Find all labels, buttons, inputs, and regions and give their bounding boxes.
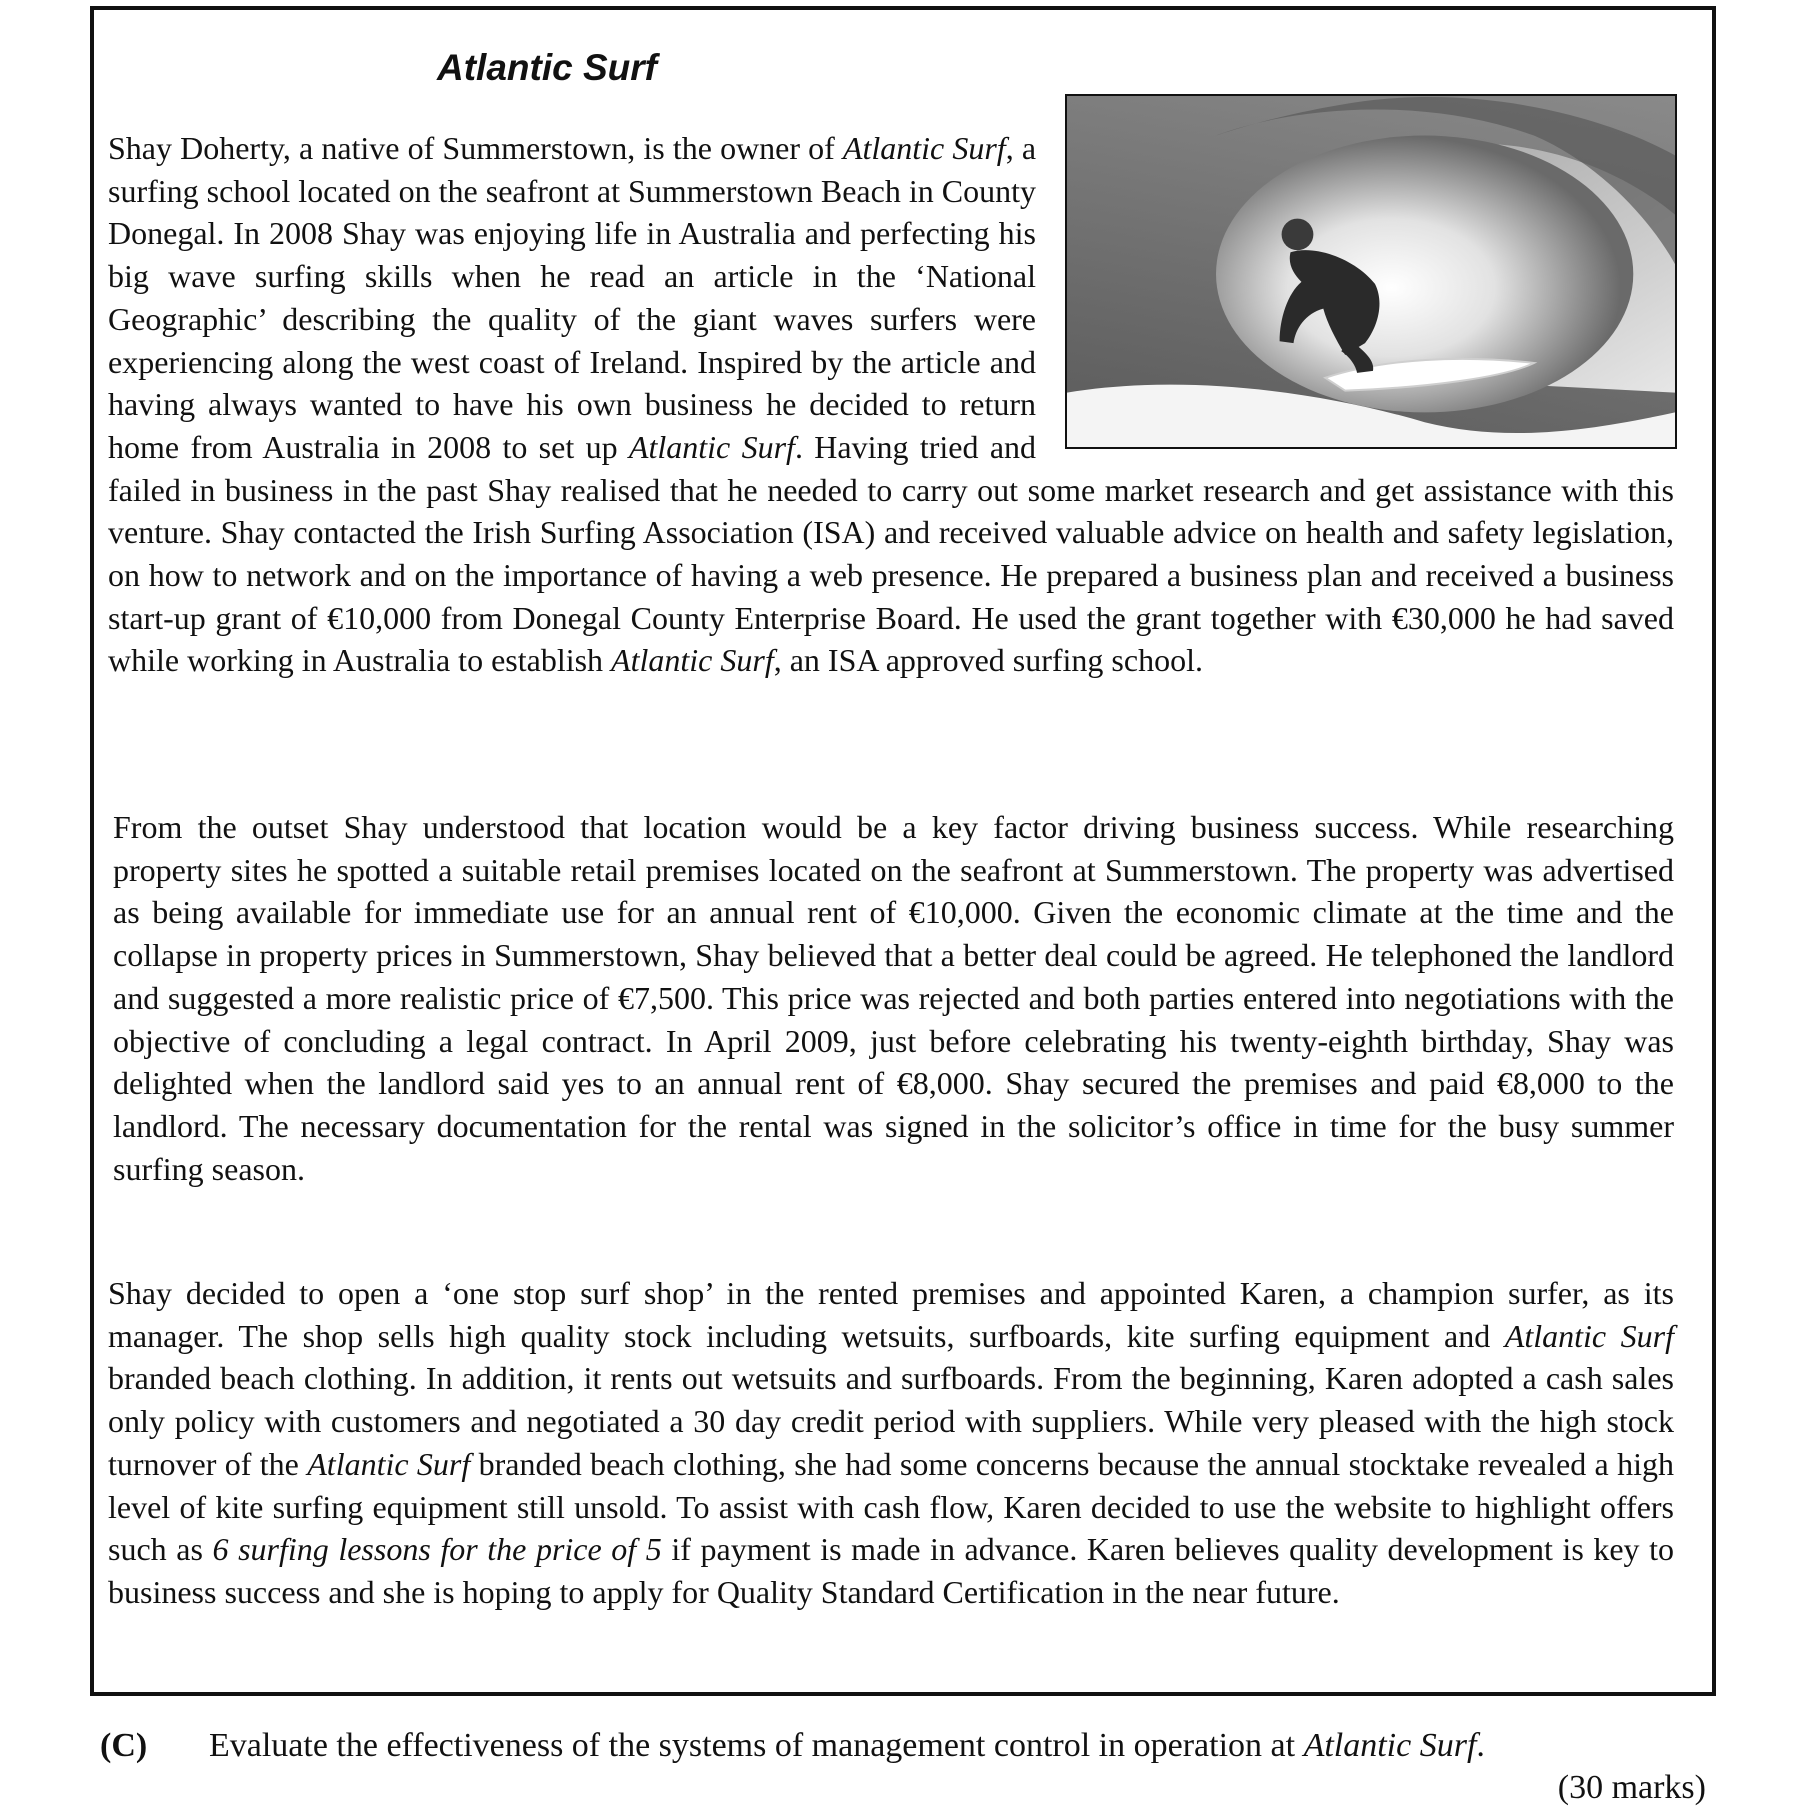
text-run: Shay Doherty, a native of Summerstown, is the owner of — [108, 130, 843, 166]
case-study-title: Atlantic Surf — [437, 47, 657, 88]
question-label: (C) — [100, 1727, 148, 1764]
question-c — [100, 1726, 1720, 1766]
case-paragraph-1 — [108, 127, 1674, 682]
italic-text-run: Atlantic Surf — [1504, 1317, 1675, 1354]
italic-text-run: Atlantic Surf — [842, 130, 1006, 166]
text-run: From the outset Shay understood that location would be a key factor driving business success. While researching property sites he spotted a suitable retail premises located on the seafront at Summerstown. The property was advertised as being available for immediate use for an annual rent of €10,000. Given the economic climate at the time and the collapse in property prices in Summerstown, Shay believed that a better deal could be agreed. He telephoned the landlord and suggested a more realistic price of €7,500. This price was rejected and both parties entered into negotiations with the objective of concluding a legal contract. In April 2009, just before celebrating his twenty-eighth birthday, Shay was delighted when the landlord said yes to an annual rent of €8,000. Shay secured the premises and paid €8,000 to the landlord. The necessary documentation for the rental was signed in the solicitor’s office in time for the busy summer surfing season. — [113, 809, 1674, 1187]
italic-text-run: Atlantic Surf — [611, 642, 774, 679]
italic-text-run: 6 surfing lessons for the price of 5 — [212, 1531, 662, 1568]
question-marks: (30 marks) — [1557, 1769, 1706, 1806]
italic-text-run: Atlantic Surf — [1303, 1727, 1477, 1764]
text-run: . — [1476, 1727, 1485, 1764]
case-paragraph-3 — [108, 1272, 1674, 1614]
text-run: branded beach clothing. In addition, it rents out wetsuits and surfboards. From the beginning, Karen adopted a cash sales only policy with customers and negotiated a 30 day credit period with suppliers. While very pleased with the high stock turnover of the — [108, 1360, 1674, 1482]
italic-text-run: Atlantic Surf — [628, 428, 795, 465]
text-run: branded beach clothing, she had some concerns because the annual stocktake revealed a high level of kite surfing equipment still unsold. To assist with cash flow, Karen decided to use the website to highlight offers such as — [108, 1445, 1675, 1568]
photo-text-wrap-space — [1036, 127, 1674, 460]
case-paragraph-2 — [113, 806, 1674, 1190]
italic-text-run: Atlantic Surf — [307, 1445, 471, 1482]
question-text — [209, 1727, 1485, 1764]
text-run: Evaluate the effectiveness of the systems of management control in operation at — [209, 1727, 1304, 1764]
text-run: , a surfing school located on the seafront at Summerstown Beach in County Donegal. In 2008 Shay was enjoying life in Australia and perfecting his big wave surfing skills when he read an article in the ‘National Geographic’ describing the quality of the giant waves surfers were experiencing along the west coast of Ireland. Inspired by the article and having always wanted to have his own business he decided to return home from Australia in 2008 to set up — [108, 130, 1037, 465]
text-run: . Having tried and failed in business in the past Shay realised that he needed to carry out some market research and get assistance with this venture. Shay contacted the Irish Surfing Association (ISA) and received valuable advice on health and safety legislation, on how to network and on the importance of having a web presence. He prepared a business plan and received a business start-up grant of €10,000 from Donegal County Enterprise Board. He used the grant together with €30,000 he had saved while working in Australia to establish — [108, 428, 1674, 679]
text-run: Shay decided to open a ‘one stop surf shop’ in the rented premises and appointed Karen, a champion surfer, as its manager. The shop sells high quality stock including wetsuits, surfboards, kite surfing equipment and — [108, 1275, 1674, 1354]
text-run: , an ISA approved surfing school. — [773, 642, 1203, 679]
text-run: if payment is made in advance. Karen believes quality development is key to business success and she is hoping to apply for Quality Standard Certification in the near future. — [108, 1531, 1675, 1610]
